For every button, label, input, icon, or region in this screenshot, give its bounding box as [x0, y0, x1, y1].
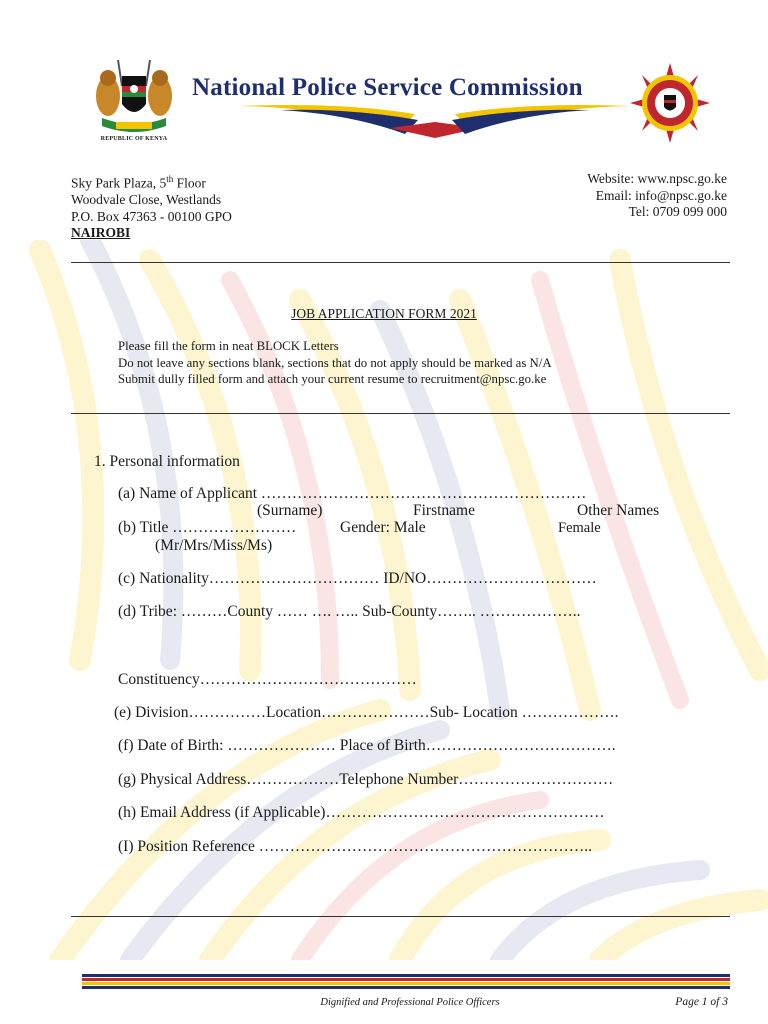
field-nationality-id[interactable]: (c) Nationality…………………………… ID/NO……………………………: [118, 570, 597, 587]
field-position-reference[interactable]: (I) Position Reference ………………………………………………………..: [118, 838, 592, 855]
field-title[interactable]: (b) Title ……………………: [118, 519, 297, 536]
field-constituency[interactable]: Constituency……………………………………: [118, 671, 417, 688]
field-division-location[interactable]: (e) Division……………Location…………………Sub- Location ……………….: [114, 704, 619, 721]
page-number: Page 1 of 3: [675, 996, 728, 1008]
instruction-line: Please fill the form in neat BLOCK Letters: [118, 339, 339, 353]
instruction-line: Submit dully filled form and attach your current resume to recruitment@npsc.go.ke: [118, 372, 547, 386]
field-gender-female[interactable]: Female: [558, 520, 601, 536]
organization-title: National Police Service Commission: [192, 74, 583, 101]
commission-seal-icon: [630, 63, 710, 143]
instruction-line: Do not leave any sections blank, sections that do not apply should be marked as N/A: [118, 355, 552, 370]
footer-tagline: Dignified and Professional Police Officers: [320, 997, 500, 1008]
header-swoosh-graphic: [240, 104, 630, 138]
address-line-2: Woodvale Close, Westlands: [71, 192, 222, 207]
field-hint-firstname: Firstname: [413, 502, 475, 519]
address-line-1: Sky Park Plaza, 5th Floor: [71, 174, 206, 191]
coat-of-arms-caption: REPUBLIC OF KENYA: [100, 136, 168, 142]
field-email-address[interactable]: (h) Email Address (if Applicable)………………………………………………: [118, 804, 605, 821]
address-city: NAIROBI: [71, 225, 131, 240]
instructions: [118, 338, 552, 388]
divider: [71, 916, 730, 917]
field-date-place-of-birth[interactable]: (f) Date of Birth: ………………… Place of Birth……………………………….: [118, 737, 616, 754]
contact-tel: Tel: 0709 099 000: [628, 204, 727, 219]
field-hint-other-names: Other Names: [577, 502, 660, 519]
field-gender-male[interactable]: Gender: Male: [340, 519, 426, 536]
field-address-telephone[interactable]: (g) Physical Address………………Telephone Number…………………………: [118, 771, 614, 788]
field-hint-surname: (Surname): [257, 502, 323, 519]
field-hint-title: (Mr/Mrs/Miss/Ms): [155, 537, 273, 554]
divider: [71, 413, 730, 414]
divider: [71, 262, 730, 263]
form-title: JOB APPLICATION FORM 2021: [291, 306, 477, 321]
field-name-of-applicant[interactable]: (a) Name of Applicant ………………………………………………………: [118, 485, 587, 502]
section-title: 1. Personal information: [94, 453, 240, 470]
contact-block: [587, 171, 727, 221]
address-block: [71, 171, 232, 242]
address-line-3: P.O. Box 47363 - 00100 GPO: [71, 208, 232, 224]
contact-website: Website: www.npsc.go.ke: [587, 171, 727, 186]
contact-email: Email: info@npsc.go.ke: [595, 187, 727, 203]
kenya-coat-of-arms-icon: [88, 56, 180, 148]
footer-stripes-graphic: [82, 974, 730, 992]
field-tribe-county[interactable]: (d) Tribe: ………County …… …. ….. Sub-County…….. ………………..: [118, 603, 581, 620]
